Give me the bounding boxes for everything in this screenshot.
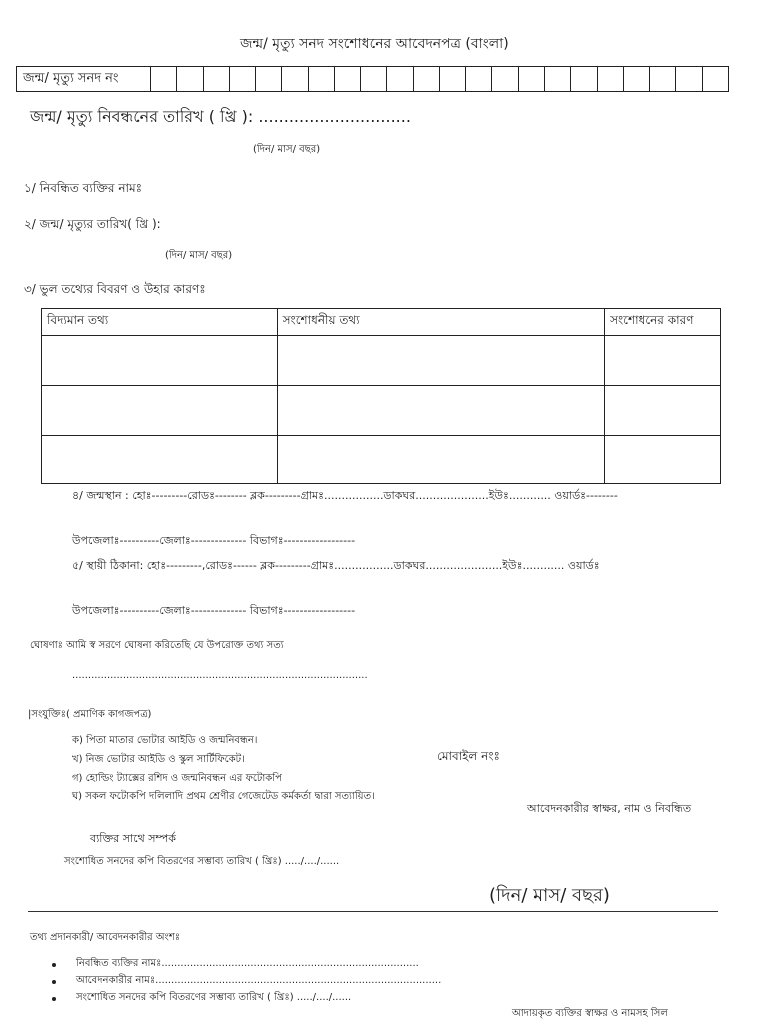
q2-date-label: ২/ জন্ম/ মৃত্যুর তারিখ( খ্রি ): bbox=[24, 217, 161, 231]
digit-cell[interactable] bbox=[492, 67, 518, 91]
digit-cell[interactable] bbox=[624, 67, 650, 91]
receipt-item[interactable]: আবেদনকারীর নামঃ.......................................................................................... bbox=[76, 975, 442, 986]
bullet-icon bbox=[52, 963, 56, 967]
table-cell[interactable] bbox=[605, 436, 721, 484]
table-cell[interactable] bbox=[277, 436, 604, 484]
digit-cell[interactable] bbox=[204, 67, 230, 91]
header-corrected-info: সংশোধনীয় তথ্য bbox=[277, 309, 604, 336]
relation-label[interactable]: ব্যক্তির সাথে সম্পর্ক bbox=[90, 832, 176, 845]
registration-date-label: জন্ম/ মৃত্যু নিবন্ধনের তারিখ ( খ্রি ): bbox=[30, 107, 254, 126]
digit-cell[interactable] bbox=[230, 67, 256, 91]
attachment-item: ঘ) সকল ফটোকপি দলিলাদি প্রথম শ্রেণীর গেজেটেড কর্মকর্তা দ্বারা সত্যায়িত। bbox=[72, 791, 375, 802]
receipt-heading: তথ্য প্রদানকারী/ আবেদনকারীর অংশঃ bbox=[30, 932, 181, 943]
digit-cell[interactable] bbox=[703, 67, 728, 91]
bullet-icon bbox=[52, 980, 56, 984]
registration-date-row bbox=[30, 104, 411, 131]
digit-cell[interactable] bbox=[571, 67, 597, 91]
digit-cell[interactable] bbox=[466, 67, 492, 91]
correction-table bbox=[41, 308, 721, 484]
receipt-item[interactable]: নিবন্ধিত ব্যক্তির নামঃ................................................................................. bbox=[76, 958, 419, 969]
applicant-signature-label: আবেদনকারীর স্বাক্ষর, নাম ও নিবন্ধিত bbox=[527, 802, 692, 815]
receipt-item[interactable]: সংশোধিত সনদের কপি বিতরণের সম্ভাব্য তারিখ ( খ্রিঃ) ...../..../...... bbox=[76, 992, 352, 1003]
digit-cell[interactable] bbox=[282, 67, 308, 91]
big-date-hint: (দিন/ মাস/ বছর) bbox=[489, 885, 610, 906]
q5-district-line[interactable]: উপজেলাঃ----------জেলাঃ-------------- বিভাগঃ------------------ bbox=[72, 604, 356, 617]
table-cell[interactable] bbox=[277, 386, 604, 436]
table-cell[interactable] bbox=[42, 386, 278, 436]
digit-cell[interactable] bbox=[387, 67, 413, 91]
header-existing-info: বিদ্যমান তথ্য bbox=[42, 309, 278, 336]
table-cell[interactable] bbox=[277, 336, 604, 386]
digit-cell[interactable] bbox=[440, 67, 466, 91]
attachment-item: ক) পিতা মাতার ভোটার আইডি ও জন্মনিবন্ধন। bbox=[72, 735, 258, 746]
registration-date-field[interactable]: .............................. bbox=[258, 107, 411, 126]
digit-cell[interactable] bbox=[361, 67, 387, 91]
date-format-hint: (দিন/ মাস/ বছর) bbox=[253, 144, 321, 155]
digit-cell[interactable] bbox=[177, 67, 203, 91]
form-title: জন্ম/ মৃত্যু সনদ সংশোধনের আবেদনপত্র (বাংলা) bbox=[240, 36, 509, 52]
q3-correction-label: ৩/ ভুল তথ্যের বিবরণ ও উহার কারণঃ bbox=[24, 282, 206, 296]
header-correction-reason: সংশোধনের কারণ bbox=[605, 309, 721, 336]
digit-cell[interactable] bbox=[519, 67, 545, 91]
table-cell[interactable] bbox=[42, 336, 278, 386]
declaration-signature-line[interactable]: ............................................................................................. bbox=[72, 670, 368, 681]
registration-number-box bbox=[16, 66, 729, 92]
attachments-heading: |সংযুক্তিঃ( প্রমাণিক কাগজপত্র) bbox=[28, 709, 152, 720]
digit-cell[interactable] bbox=[545, 67, 571, 91]
mobile-number-label[interactable]: মোবাইল নংঃ bbox=[437, 749, 500, 763]
copy-delivery-date[interactable]: সংশোধিত সনদের কপি বিতরণের সম্ভাব্য তারিখ ( খ্রিঃ) ...../..../...... bbox=[64, 856, 340, 867]
registration-number-label: জন্ম/ মৃত্যু সনদ নং bbox=[17, 67, 151, 91]
digit-cell[interactable] bbox=[151, 67, 177, 91]
q4-district-line[interactable]: উপজেলাঃ----------জেলাঃ-------------- বিভাগঃ------------------ bbox=[72, 534, 356, 547]
declaration-text: ঘোষণাঃ আমি স্ব সরণে ঘোষনা করিতেছি যে উপরোক্ত তথ্য সত্য bbox=[30, 640, 284, 651]
section-divider bbox=[28, 911, 718, 912]
q2-date-hint: (দিন/ মাস/ বছর) bbox=[165, 250, 233, 261]
digit-cell[interactable] bbox=[676, 67, 702, 91]
table-cell[interactable] bbox=[605, 386, 721, 436]
table-cell[interactable] bbox=[42, 436, 278, 484]
attachment-item: খ) নিজ ভোটার আইডি ও স্কুল সার্টিফিকেট। bbox=[72, 754, 245, 765]
q1-registered-name: ১/ নিবন্ধিত ব্যক্তির নামঃ bbox=[24, 181, 143, 195]
digit-cell[interactable] bbox=[650, 67, 676, 91]
digit-cell[interactable] bbox=[414, 67, 440, 91]
q4-birthplace-line[interactable]: ৪/ জন্মস্থান : হোঃ---------রোডঃ-------- ব্লক---------গ্রামঃ.................ডাকঘর.....................ইউঃ............ ওয়ার্ডঃ-------- bbox=[72, 489, 618, 502]
q5-address-line[interactable]: ৫/ স্থায়ী ঠিকানা: হোঃ---------,রোডঃ------ ব্লক---------গ্রামঃ.................ডাকঘর......................ইউঃ............ ওয়ার্ডঃ bbox=[72, 559, 600, 572]
seal-label: আদায়কৃত ব্যক্তির স্বাক্ষর ও নামসহ সিল bbox=[512, 1008, 668, 1019]
digit-cell[interactable] bbox=[309, 67, 335, 91]
digit-cell[interactable] bbox=[598, 67, 624, 91]
digit-cell[interactable] bbox=[335, 67, 361, 91]
attachment-item: গ) হোল্ডিং ট্যাক্সের রশিদ ও জন্মনিবন্ধন এর ফটোকপি bbox=[72, 773, 282, 784]
table-cell[interactable] bbox=[605, 336, 721, 386]
digit-cell[interactable] bbox=[256, 67, 282, 91]
bullet-icon bbox=[52, 997, 56, 1001]
